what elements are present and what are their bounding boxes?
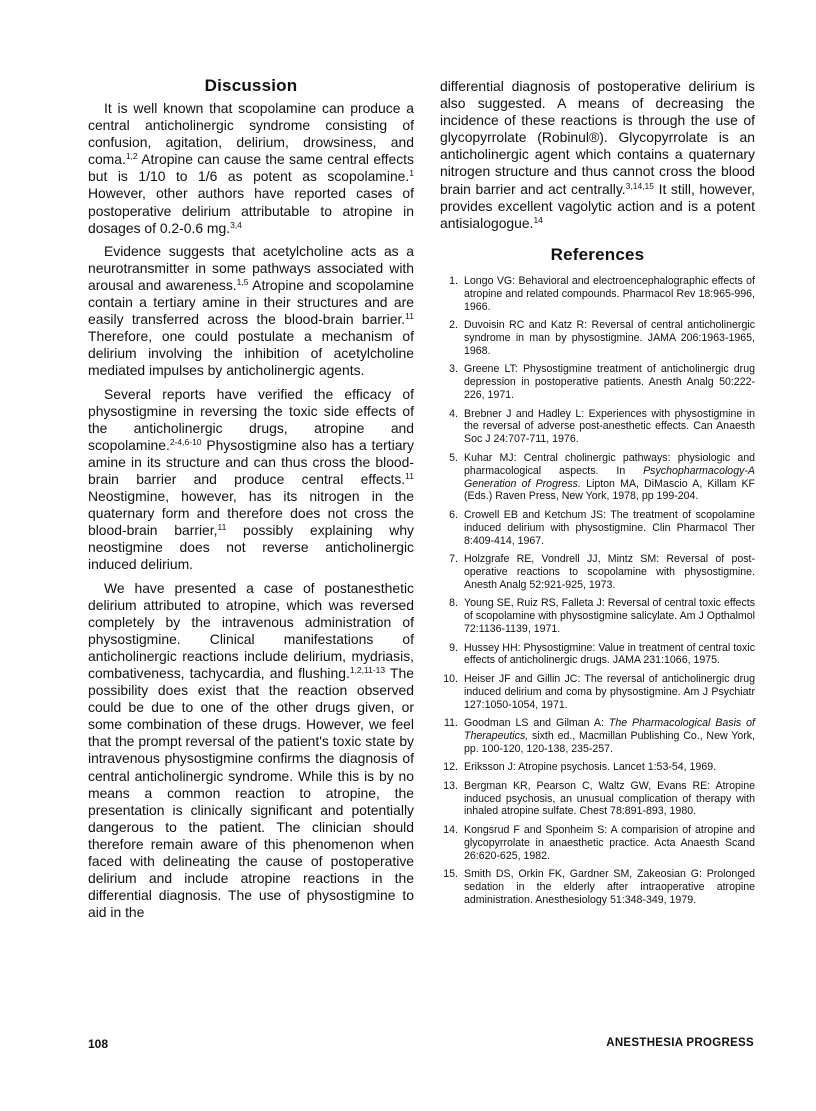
text-run: We have presented a case of postanesthetic delirium attributed to atropine, which was reversed completely by the intravenous administration of physostigmine. Clinical manifestations of anticholinergic reactions include delirium, mydriasis, combativeness, tachycardia, and flushing. — [88, 579, 414, 681]
discussion-paragraph-3 — [88, 386, 414, 574]
reference-number: 12. — [443, 761, 458, 774]
text-run: Physostigmine also has a tertiary amine in its structure and can thus cross the blood-brain barrier and produce central effects. — [88, 436, 414, 487]
reference-item — [440, 642, 755, 668]
text-run: It is well known that scopolamine can produce a central anticholinergic syndrome consisting of confusion, agitation, delirium, drowsiness, and coma. — [88, 100, 414, 168]
reference-number: 4. — [449, 407, 458, 420]
reference-item — [440, 275, 755, 314]
reference-item — [440, 780, 755, 819]
text-run: Eriksson J: Atropine psychosis. Lancet 1:53-54, 1969. — [464, 761, 717, 774]
text-run: Crowell EB and Ketchum JS: The treatment of scopolamine induced delirium with physostigmine. Clin Pharmacol Ther 8:409-414, 1967. — [464, 508, 755, 547]
journal-name: ANESTHESIA PROGRESS — [606, 1037, 754, 1049]
reference-number: 15. — [443, 868, 458, 881]
text-run: Several reports have verified the efficacy of physostigmine in reversing the toxic side effects of the anticholinergic drugs, atropine and scopolamine. — [88, 385, 414, 453]
discussion-paragraph-2 — [88, 243, 414, 380]
discussion-heading: Discussion — [204, 76, 298, 95]
citation-superscript: 1,5 — [236, 276, 249, 287]
reference-item — [440, 408, 755, 447]
text-run: Neostigmine, however, has its nitrogen in the quaternary form and therefore does not cross the blood-brain barrier, — [88, 488, 414, 539]
text-run: Goodman LS and Gilman A: — [464, 717, 609, 730]
reference-item — [440, 673, 755, 712]
text-run: Hussey HH: Physostigmine: Value in treatment of central toxic effects of anticholinergic drugs. JAMA 231:1066, 1975. — [464, 641, 755, 667]
reference-number: 2. — [449, 319, 458, 332]
text-run: Holzgrafe RE, Vondrell JJ, Mintz SM: Reversal of post-operative reactions to scopolamine with physostigmine. Anesth Analg 52:921-925, 1973. — [464, 553, 755, 591]
right-column — [440, 78, 755, 912]
left-column — [88, 76, 414, 927]
text-run: Kongsrud F and Sponheim S: A comparision of atropine and glycopyrrolate in anaesthetic practice. Acta Anaesth Scand 26:620-625, 1982. — [464, 823, 755, 862]
reference-item — [440, 452, 755, 504]
references-heading: References — [550, 244, 645, 264]
text-run: Evidence suggests that acetylcholine acts as a neurotransmitter in some pathways associated with arousal and awareness. — [88, 242, 414, 293]
reference-item — [440, 597, 755, 636]
reference-item — [440, 761, 755, 774]
reference-number: 10. — [443, 672, 458, 685]
text-run: Smith DS, Orkin FK, Gardner SM, Zakeosian G: Prolonged sedation in the elderly after intraoperative atropine administration. Anesthesiology 51:348-349, 1979. — [464, 868, 755, 906]
citation-superscript: 11 — [217, 522, 227, 533]
citation-superscript: 1,2,11-13 — [349, 665, 386, 675]
reference-number: 13. — [443, 779, 458, 792]
reference-item — [440, 363, 755, 402]
text-run: Lipton MA, DiMascio A, Killam KF (Eds.) Raven Press, New York, 1978, pp 199-204. — [464, 477, 755, 503]
text-run: Kuhar MJ: Central cholinergic pathways: physiologic and pharmacological aspects. In — [464, 451, 755, 477]
discussion-paragraph-4 — [88, 580, 414, 922]
text-run: Atropine can cause the same central effects but is 1/10 to 1/6 as potent as scopolamine. — [88, 151, 414, 185]
text-run: Brebner J and Hadley L: Experiences with physostigmine in the reversal of adverse post-anesthetic effects. Can Anaesth Soc J 24:707-711, 1976. — [464, 407, 755, 446]
citation-superscript: 3,4 — [230, 219, 242, 230]
text-run: Therefore, one could postulate a mechanism of delirium involving the inhibition of acetylcholine mediated impulses by anticholinergic agents. — [88, 328, 414, 379]
text-run: It still, however, provides excellent vagolytic action and is a potent antisialogogue. — [440, 180, 755, 231]
reference-item — [440, 509, 755, 548]
discussion-continuation — [440, 78, 755, 232]
reference-number: 3. — [449, 363, 458, 376]
citation-superscript: 1 — [409, 168, 414, 179]
reference-number: 11. — [444, 717, 458, 730]
text-run: sixth ed., Macmillan Publishing Co., New York, pp. 100-120, 120-138, 235-257. — [464, 729, 755, 755]
reference-number: 1. — [449, 274, 458, 287]
text-run: Young SE, Ruiz RS, Falleta J: Reversal of central toxic effects of scopolamine with physostigmine salicylate. Am J Opthalmol 72:1136-1139, 1971. — [464, 597, 755, 636]
reference-number: 6. — [449, 508, 458, 521]
page-number: 108 — [88, 1037, 109, 1051]
text-run: differential diagnosis of postoperative delirium is also suggested. A means of decreasing the incidence of these reactions is through the use of glycopyrrolate (Robinul®). Glycopyrrolate is an anticholinergic agent which contains a quaternary nitrogen structure and thus cannot cross the blood brain barrier and act centrally. — [440, 78, 755, 197]
italic-title: Psychopharmacology-A Generation of Progress. — [464, 464, 755, 490]
discussion-paragraph-1 — [88, 100, 414, 237]
reference-list — [440, 275, 755, 907]
citation-superscript: 11 — [405, 311, 414, 322]
text-run: Duvoisin RC and Katz R: Reversal of central anticholinergic syndrome in man by physostigmine. JAMA 206:1963-1965, 1968. — [464, 319, 755, 357]
text-run: Longo VG: Behavioral and electroencephalographic effects of atropine and related compounds. Pharmacol Rev 18:965-996, 1966. — [464, 274, 755, 313]
italic-title: The Pharmacological Basis of Therapeutics, — [464, 717, 755, 742]
reference-number: 5. — [449, 451, 458, 464]
citation-superscript: 2-4,6-10 — [169, 436, 202, 447]
reference-number: 14. — [443, 823, 458, 836]
citation-superscript: 3,14,15 — [625, 180, 654, 191]
reference-number: 7. — [449, 553, 458, 566]
text-run: However, other authors have reported cases of postoperative delirium attributable to atropine in dosages of 0.2-0.6 mg. — [88, 185, 414, 236]
reference-number: 8. — [449, 597, 458, 610]
text-run: Bergman KR, Pearson C, Waltz GW, Evans RE: Atropine induced psychosis, an unusual complication of therapy with inhaled atropine sulfate. Chest 78:891-893, 1980. — [464, 779, 755, 818]
text-run: possibly explaining why neostigmine does not reverse anticholinergic induced delirium. — [88, 522, 414, 573]
reference-item — [440, 824, 755, 863]
citation-superscript: 14 — [533, 214, 543, 225]
text-run: Heiser JF and Gillin JC: The reversal of anticholinergic drug induced delirium and coma by physostigmine. Am J Psychiatr 127:1050-1054, 1971. — [464, 672, 755, 711]
reference-item — [440, 717, 755, 756]
reference-number: 9. — [449, 641, 458, 654]
text-run: Greene LT: Physostigmine treatment of anticholinergic drug depression in postoperative patients. Anesth Analg 50:222-226, 1971. — [464, 363, 755, 402]
reference-item — [440, 319, 755, 358]
reference-item — [440, 868, 755, 907]
citation-superscript: 11 — [405, 470, 414, 481]
reference-item — [440, 553, 755, 592]
text-run: Atropine and scopolamine contain a tertiary amine in their structures and are easily transferred across the blood-brain barrier. — [88, 276, 414, 328]
text-run: The possibility does exist that the reaction observed could be due to one of the other drugs given, or some combination of these drugs. However, we feel that the prompt reversal of the patient's toxic state by intravenous physostigmine confirms the diagnosis of central anticholinergic syndrome. While this is by no means a common reaction to atropine, the presentation is clinically significant and potentially dangerous to the patient. The clinician should therefore remain aware of this phenomenon when faced with delineating the cause of postoperative delirium and include atropine reactions in the differential diagnosis. The use of physostigmine to aid in the — [88, 665, 414, 921]
citation-superscript: 1,2 — [125, 151, 138, 162]
